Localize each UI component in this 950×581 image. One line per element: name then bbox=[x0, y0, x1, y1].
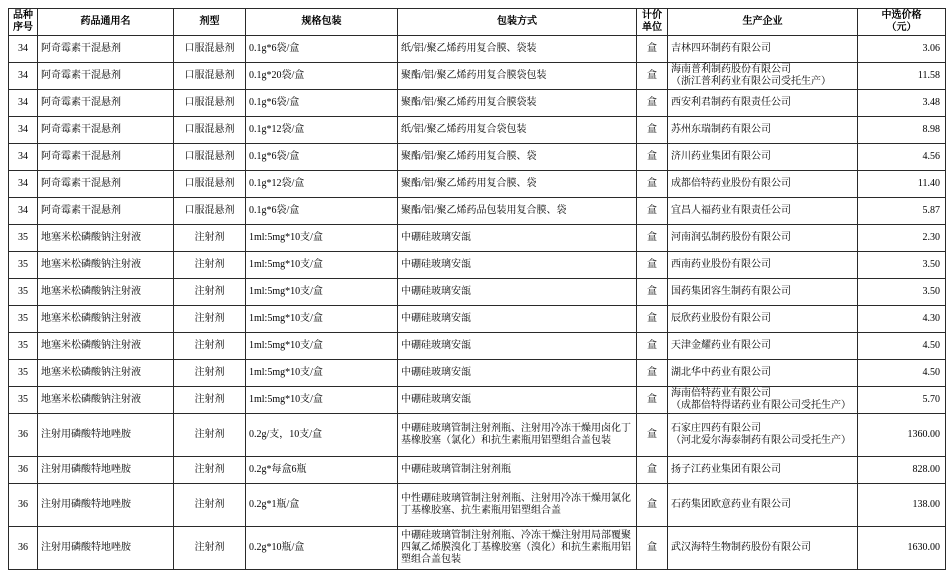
manufacturer-line: 西南药业股份有限公司 bbox=[671, 259, 771, 270]
cell-no: 34 bbox=[9, 90, 38, 117]
header-serial-no-line2: 序号 bbox=[13, 22, 33, 33]
cell-no: 34 bbox=[9, 171, 38, 198]
price-table-sheet bbox=[8, 8, 945, 570]
cell-maker bbox=[668, 144, 858, 171]
cell-name: 地塞米松磷酸钠注射液 bbox=[38, 387, 174, 414]
cell-spec: 0.2g/支，10支/盒 bbox=[246, 414, 398, 457]
cell-unit: 盒 bbox=[637, 306, 668, 333]
cell-no: 34 bbox=[9, 36, 38, 63]
cell-spec: 0.1g*6袋/盒 bbox=[246, 36, 398, 63]
cell-maker bbox=[668, 171, 858, 198]
table-row bbox=[9, 171, 946, 198]
cell-name: 地塞米松磷酸钠注射液 bbox=[38, 306, 174, 333]
cell-pack: 中硼硅玻璃安瓿 bbox=[398, 252, 637, 279]
manufacturer-line: 宜昌人福药业有限责任公司 bbox=[671, 205, 791, 216]
manufacturer-line: 湖北华中药业有限公司 bbox=[671, 367, 771, 378]
cell-form: 注射剂 bbox=[174, 252, 246, 279]
cell-pack: 聚酯/铝/聚乙烯药用复合膜、袋 bbox=[398, 171, 637, 198]
cell-name: 注射用磷酸特地唑胺 bbox=[38, 414, 174, 457]
cell-form: 注射剂 bbox=[174, 457, 246, 484]
manufacturer-line: 济川药业集团有限公司 bbox=[671, 151, 771, 162]
cell-form: 注射剂 bbox=[174, 225, 246, 252]
cell-maker bbox=[668, 457, 858, 484]
cell-name: 阿奇霉素干混悬剂 bbox=[38, 171, 174, 198]
header-serial-no-line1: 品种 bbox=[13, 10, 33, 21]
cell-no: 34 bbox=[9, 117, 38, 144]
cell-pack: 中硼硅玻璃管制注射剂瓶 bbox=[398, 457, 637, 484]
cell-maker bbox=[668, 36, 858, 63]
header-price-line2: （元） bbox=[886, 22, 917, 33]
manufacturer-line: 成都倍特药业股份有限公司 bbox=[671, 178, 791, 189]
cell-form: 口服混悬剂 bbox=[174, 90, 246, 117]
cell-maker bbox=[668, 117, 858, 144]
cell-spec: 0.2g*1瓶/盒 bbox=[246, 484, 398, 527]
cell-form: 口服混悬剂 bbox=[174, 36, 246, 63]
cell-unit: 盒 bbox=[637, 484, 668, 527]
manufacturer-line: 石药集团欧意药业有限公司 bbox=[671, 499, 791, 510]
cell-pack: 中硼硅玻璃安瓿 bbox=[398, 225, 637, 252]
cell-spec: 1ml:5mg*10支/盒 bbox=[246, 333, 398, 360]
cell-no: 35 bbox=[9, 387, 38, 414]
cell-no: 35 bbox=[9, 225, 38, 252]
cell-maker bbox=[668, 225, 858, 252]
cell-no: 35 bbox=[9, 360, 38, 387]
cell-unit: 盒 bbox=[637, 90, 668, 117]
table-row bbox=[9, 225, 946, 252]
manufacturer-line: 扬子江药业集团有限公司 bbox=[671, 464, 781, 475]
cell-maker bbox=[668, 387, 858, 414]
cell-maker bbox=[668, 414, 858, 457]
cell-price: 1630.00 bbox=[858, 527, 946, 570]
cell-pack: 中硼硅玻璃安瓿 bbox=[398, 360, 637, 387]
manufacturer-line: 海南普利制药股份有限公司 bbox=[671, 64, 791, 75]
header-price-line1: 中选价格 bbox=[881, 10, 922, 21]
manufacturer-line: 吉林四环制药有限公司 bbox=[671, 43, 771, 54]
cell-pack: 聚酯/铝/聚乙烯药用复合膜袋装 bbox=[398, 90, 637, 117]
cell-spec: 0.1g*6袋/盒 bbox=[246, 198, 398, 225]
cell-price: 4.50 bbox=[858, 333, 946, 360]
header-row bbox=[9, 9, 946, 36]
table-row bbox=[9, 279, 946, 306]
cell-maker bbox=[668, 527, 858, 570]
cell-name: 阿奇霉素干混悬剂 bbox=[38, 117, 174, 144]
header-unit bbox=[637, 9, 668, 36]
cell-pack: 纸/铝/聚乙烯药用复合膜、袋装 bbox=[398, 36, 637, 63]
cell-maker bbox=[668, 252, 858, 279]
manufacturer-line: 辰欣药业股份有限公司 bbox=[671, 313, 771, 324]
table-row bbox=[9, 333, 946, 360]
table-row bbox=[9, 198, 946, 225]
cell-price: 2.30 bbox=[858, 225, 946, 252]
cell-name: 地塞米松磷酸钠注射液 bbox=[38, 333, 174, 360]
cell-price: 3.50 bbox=[858, 279, 946, 306]
header-spec: 规格包装 bbox=[246, 9, 398, 36]
cell-name: 阿奇霉素干混悬剂 bbox=[38, 198, 174, 225]
cell-pack: 中硼硅玻璃安瓿 bbox=[398, 333, 637, 360]
cell-unit: 盒 bbox=[637, 198, 668, 225]
cell-maker bbox=[668, 63, 858, 90]
cell-price: 5.70 bbox=[858, 387, 946, 414]
cell-name: 注射用磷酸特地唑胺 bbox=[38, 484, 174, 527]
table-row bbox=[9, 360, 946, 387]
cell-unit: 盒 bbox=[637, 414, 668, 457]
cell-price: 5.87 bbox=[858, 198, 946, 225]
cell-form: 注射剂 bbox=[174, 484, 246, 527]
cell-price: 4.56 bbox=[858, 144, 946, 171]
cell-name: 阿奇霉素干混悬剂 bbox=[38, 63, 174, 90]
cell-spec: 1ml:5mg*10支/盒 bbox=[246, 225, 398, 252]
manufacturer-line: 国药集团容生制药有限公司 bbox=[671, 286, 791, 297]
table-body bbox=[9, 36, 946, 570]
manufacturer-line: 武汉海特生物制药股份有限公司 bbox=[671, 542, 811, 553]
cell-spec: 1ml:5mg*10支/盒 bbox=[246, 387, 398, 414]
cell-form: 注射剂 bbox=[174, 306, 246, 333]
header-unit-line1: 计价 bbox=[642, 10, 662, 21]
table-row bbox=[9, 63, 946, 90]
table-row bbox=[9, 252, 946, 279]
cell-spec: 1ml:5mg*10支/盒 bbox=[246, 252, 398, 279]
cell-price: 4.30 bbox=[858, 306, 946, 333]
cell-unit: 盒 bbox=[637, 360, 668, 387]
cell-unit: 盒 bbox=[637, 63, 668, 90]
cell-price: 8.98 bbox=[858, 117, 946, 144]
table-row bbox=[9, 527, 946, 570]
cell-name: 阿奇霉素干混悬剂 bbox=[38, 144, 174, 171]
manufacturer-line: 天津金耀药业有限公司 bbox=[671, 340, 771, 351]
cell-pack: 聚酯/铝/聚乙烯药用复合膜袋包装 bbox=[398, 63, 637, 90]
cell-pack: 中硼硅玻璃安瓿 bbox=[398, 279, 637, 306]
cell-form: 口服混悬剂 bbox=[174, 171, 246, 198]
cell-no: 35 bbox=[9, 252, 38, 279]
header-dosage-form: 剂型 bbox=[174, 9, 246, 36]
cell-unit: 盒 bbox=[637, 387, 668, 414]
cell-no: 34 bbox=[9, 63, 38, 90]
cell-pack: 中硼硅玻璃管制注射剂瓶、注射用冷冻干燥用卤化丁基橡胶塞（氯化）和抗生素瓶用铝塑组合盖包装 bbox=[398, 414, 637, 457]
header-packaging: 包装方式 bbox=[398, 9, 637, 36]
cell-maker bbox=[668, 90, 858, 117]
header-manufacturer: 生产企业 bbox=[668, 9, 858, 36]
cell-spec: 1ml:5mg*10支/盒 bbox=[246, 279, 398, 306]
manufacturer-line: 石家庄四药有限公司 bbox=[671, 423, 761, 434]
table-row bbox=[9, 414, 946, 457]
cell-name: 地塞米松磷酸钠注射液 bbox=[38, 225, 174, 252]
header-unit-line2: 单位 bbox=[642, 22, 662, 33]
cell-form: 口服混悬剂 bbox=[174, 198, 246, 225]
cell-pack: 纸/铝/聚乙烯药用复合袋包装 bbox=[398, 117, 637, 144]
price-table bbox=[8, 8, 946, 570]
cell-price: 11.40 bbox=[858, 171, 946, 198]
cell-name: 注射用磷酸特地唑胺 bbox=[38, 457, 174, 484]
manufacturer-line: 苏州东瑞制药有限公司 bbox=[671, 124, 771, 135]
cell-price: 138.00 bbox=[858, 484, 946, 527]
cell-price: 828.00 bbox=[858, 457, 946, 484]
cell-form: 口服混悬剂 bbox=[174, 144, 246, 171]
cell-pack: 中性硼硅玻璃管制注射剂瓶、注射用冷冻干燥用氯化丁基橡胶塞、抗生素瓶用铝塑组合盖 bbox=[398, 484, 637, 527]
cell-no: 34 bbox=[9, 198, 38, 225]
cell-spec: 1ml:5mg*10支/盒 bbox=[246, 306, 398, 333]
cell-no: 35 bbox=[9, 279, 38, 306]
cell-unit: 盒 bbox=[637, 36, 668, 63]
cell-pack: 中硼硅玻璃安瓿 bbox=[398, 306, 637, 333]
cell-maker bbox=[668, 198, 858, 225]
cell-spec: 1ml:5mg*10支/盒 bbox=[246, 360, 398, 387]
cell-spec: 0.2g*10瓶/盒 bbox=[246, 527, 398, 570]
cell-maker bbox=[668, 333, 858, 360]
cell-unit: 盒 bbox=[637, 117, 668, 144]
cell-unit: 盒 bbox=[637, 171, 668, 198]
table-row bbox=[9, 457, 946, 484]
cell-maker bbox=[668, 306, 858, 333]
cell-maker bbox=[668, 279, 858, 306]
cell-name: 阿奇霉素干混悬剂 bbox=[38, 90, 174, 117]
cell-pack: 中硼硅玻璃安瓿 bbox=[398, 387, 637, 414]
cell-spec: 0.1g*6袋/盒 bbox=[246, 90, 398, 117]
cell-form: 注射剂 bbox=[174, 279, 246, 306]
cell-price: 4.50 bbox=[858, 360, 946, 387]
cell-spec: 0.1g*12袋/盒 bbox=[246, 117, 398, 144]
cell-form: 注射剂 bbox=[174, 360, 246, 387]
manufacturer-line: （浙江普利药业有限公司受托生产） bbox=[671, 76, 831, 87]
manufacturer-line: 河南润弘制药股份有限公司 bbox=[671, 232, 791, 243]
cell-no: 36 bbox=[9, 414, 38, 457]
manufacturer-line: （成都倍特得诺药业有限公司受托生产） bbox=[671, 400, 851, 411]
cell-name: 阿奇霉素干混悬剂 bbox=[38, 36, 174, 63]
cell-price: 3.48 bbox=[858, 90, 946, 117]
table-row bbox=[9, 306, 946, 333]
cell-no: 36 bbox=[9, 484, 38, 527]
cell-name: 地塞米松磷酸钠注射液 bbox=[38, 279, 174, 306]
cell-unit: 盒 bbox=[637, 527, 668, 570]
cell-name: 注射用磷酸特地唑胺 bbox=[38, 527, 174, 570]
cell-price: 3.06 bbox=[858, 36, 946, 63]
cell-price: 11.58 bbox=[858, 63, 946, 90]
cell-form: 口服混悬剂 bbox=[174, 117, 246, 144]
table-row bbox=[9, 117, 946, 144]
table-row bbox=[9, 387, 946, 414]
cell-unit: 盒 bbox=[637, 333, 668, 360]
cell-spec: 0.1g*12袋/盒 bbox=[246, 171, 398, 198]
cell-price: 3.50 bbox=[858, 252, 946, 279]
cell-form: 注射剂 bbox=[174, 527, 246, 570]
cell-no: 36 bbox=[9, 457, 38, 484]
cell-unit: 盒 bbox=[637, 144, 668, 171]
cell-form: 注射剂 bbox=[174, 333, 246, 360]
cell-spec: 0.1g*20袋/盒 bbox=[246, 63, 398, 90]
cell-unit: 盒 bbox=[637, 225, 668, 252]
cell-form: 注射剂 bbox=[174, 414, 246, 457]
cell-name: 地塞米松磷酸钠注射液 bbox=[38, 360, 174, 387]
cell-unit: 盒 bbox=[637, 279, 668, 306]
cell-unit: 盒 bbox=[637, 457, 668, 484]
cell-form: 注射剂 bbox=[174, 387, 246, 414]
table-row bbox=[9, 36, 946, 63]
cell-pack: 聚酯/铝/聚乙烯药用复合膜、袋 bbox=[398, 144, 637, 171]
cell-no: 34 bbox=[9, 144, 38, 171]
table-row bbox=[9, 90, 946, 117]
manufacturer-line: （河北爱尔海泰制药有限公司受托生产） bbox=[671, 435, 851, 446]
manufacturer-line: 海南倍特药业有限公司 bbox=[671, 388, 771, 399]
cell-form: 口服混悬剂 bbox=[174, 63, 246, 90]
cell-no: 36 bbox=[9, 527, 38, 570]
cell-pack: 中硼硅玻璃管制注射剂瓶、冷冻干燥注射用局部覆聚四氟乙烯膜溴化丁基橡胶塞（溴化）和抗生素瓶用铝塑组合盖包装 bbox=[398, 527, 637, 570]
cell-unit: 盒 bbox=[637, 252, 668, 279]
manufacturer-line: 西安利君制药有限责任公司 bbox=[671, 97, 791, 108]
header-price bbox=[858, 9, 946, 36]
cell-pack: 聚酯/铝/聚乙烯药品包装用复合膜、袋 bbox=[398, 198, 637, 225]
cell-name: 地塞米松磷酸钠注射液 bbox=[38, 252, 174, 279]
cell-spec: 0.2g*每盒6瓶 bbox=[246, 457, 398, 484]
cell-maker bbox=[668, 484, 858, 527]
table-row bbox=[9, 484, 946, 527]
cell-price: 1360.00 bbox=[858, 414, 946, 457]
cell-spec: 0.1g*6袋/盒 bbox=[246, 144, 398, 171]
table-row bbox=[9, 144, 946, 171]
cell-no: 35 bbox=[9, 306, 38, 333]
header-serial-no bbox=[9, 9, 38, 36]
cell-no: 35 bbox=[9, 333, 38, 360]
header-drug-name: 药品通用名 bbox=[38, 9, 174, 36]
cell-maker bbox=[668, 360, 858, 387]
